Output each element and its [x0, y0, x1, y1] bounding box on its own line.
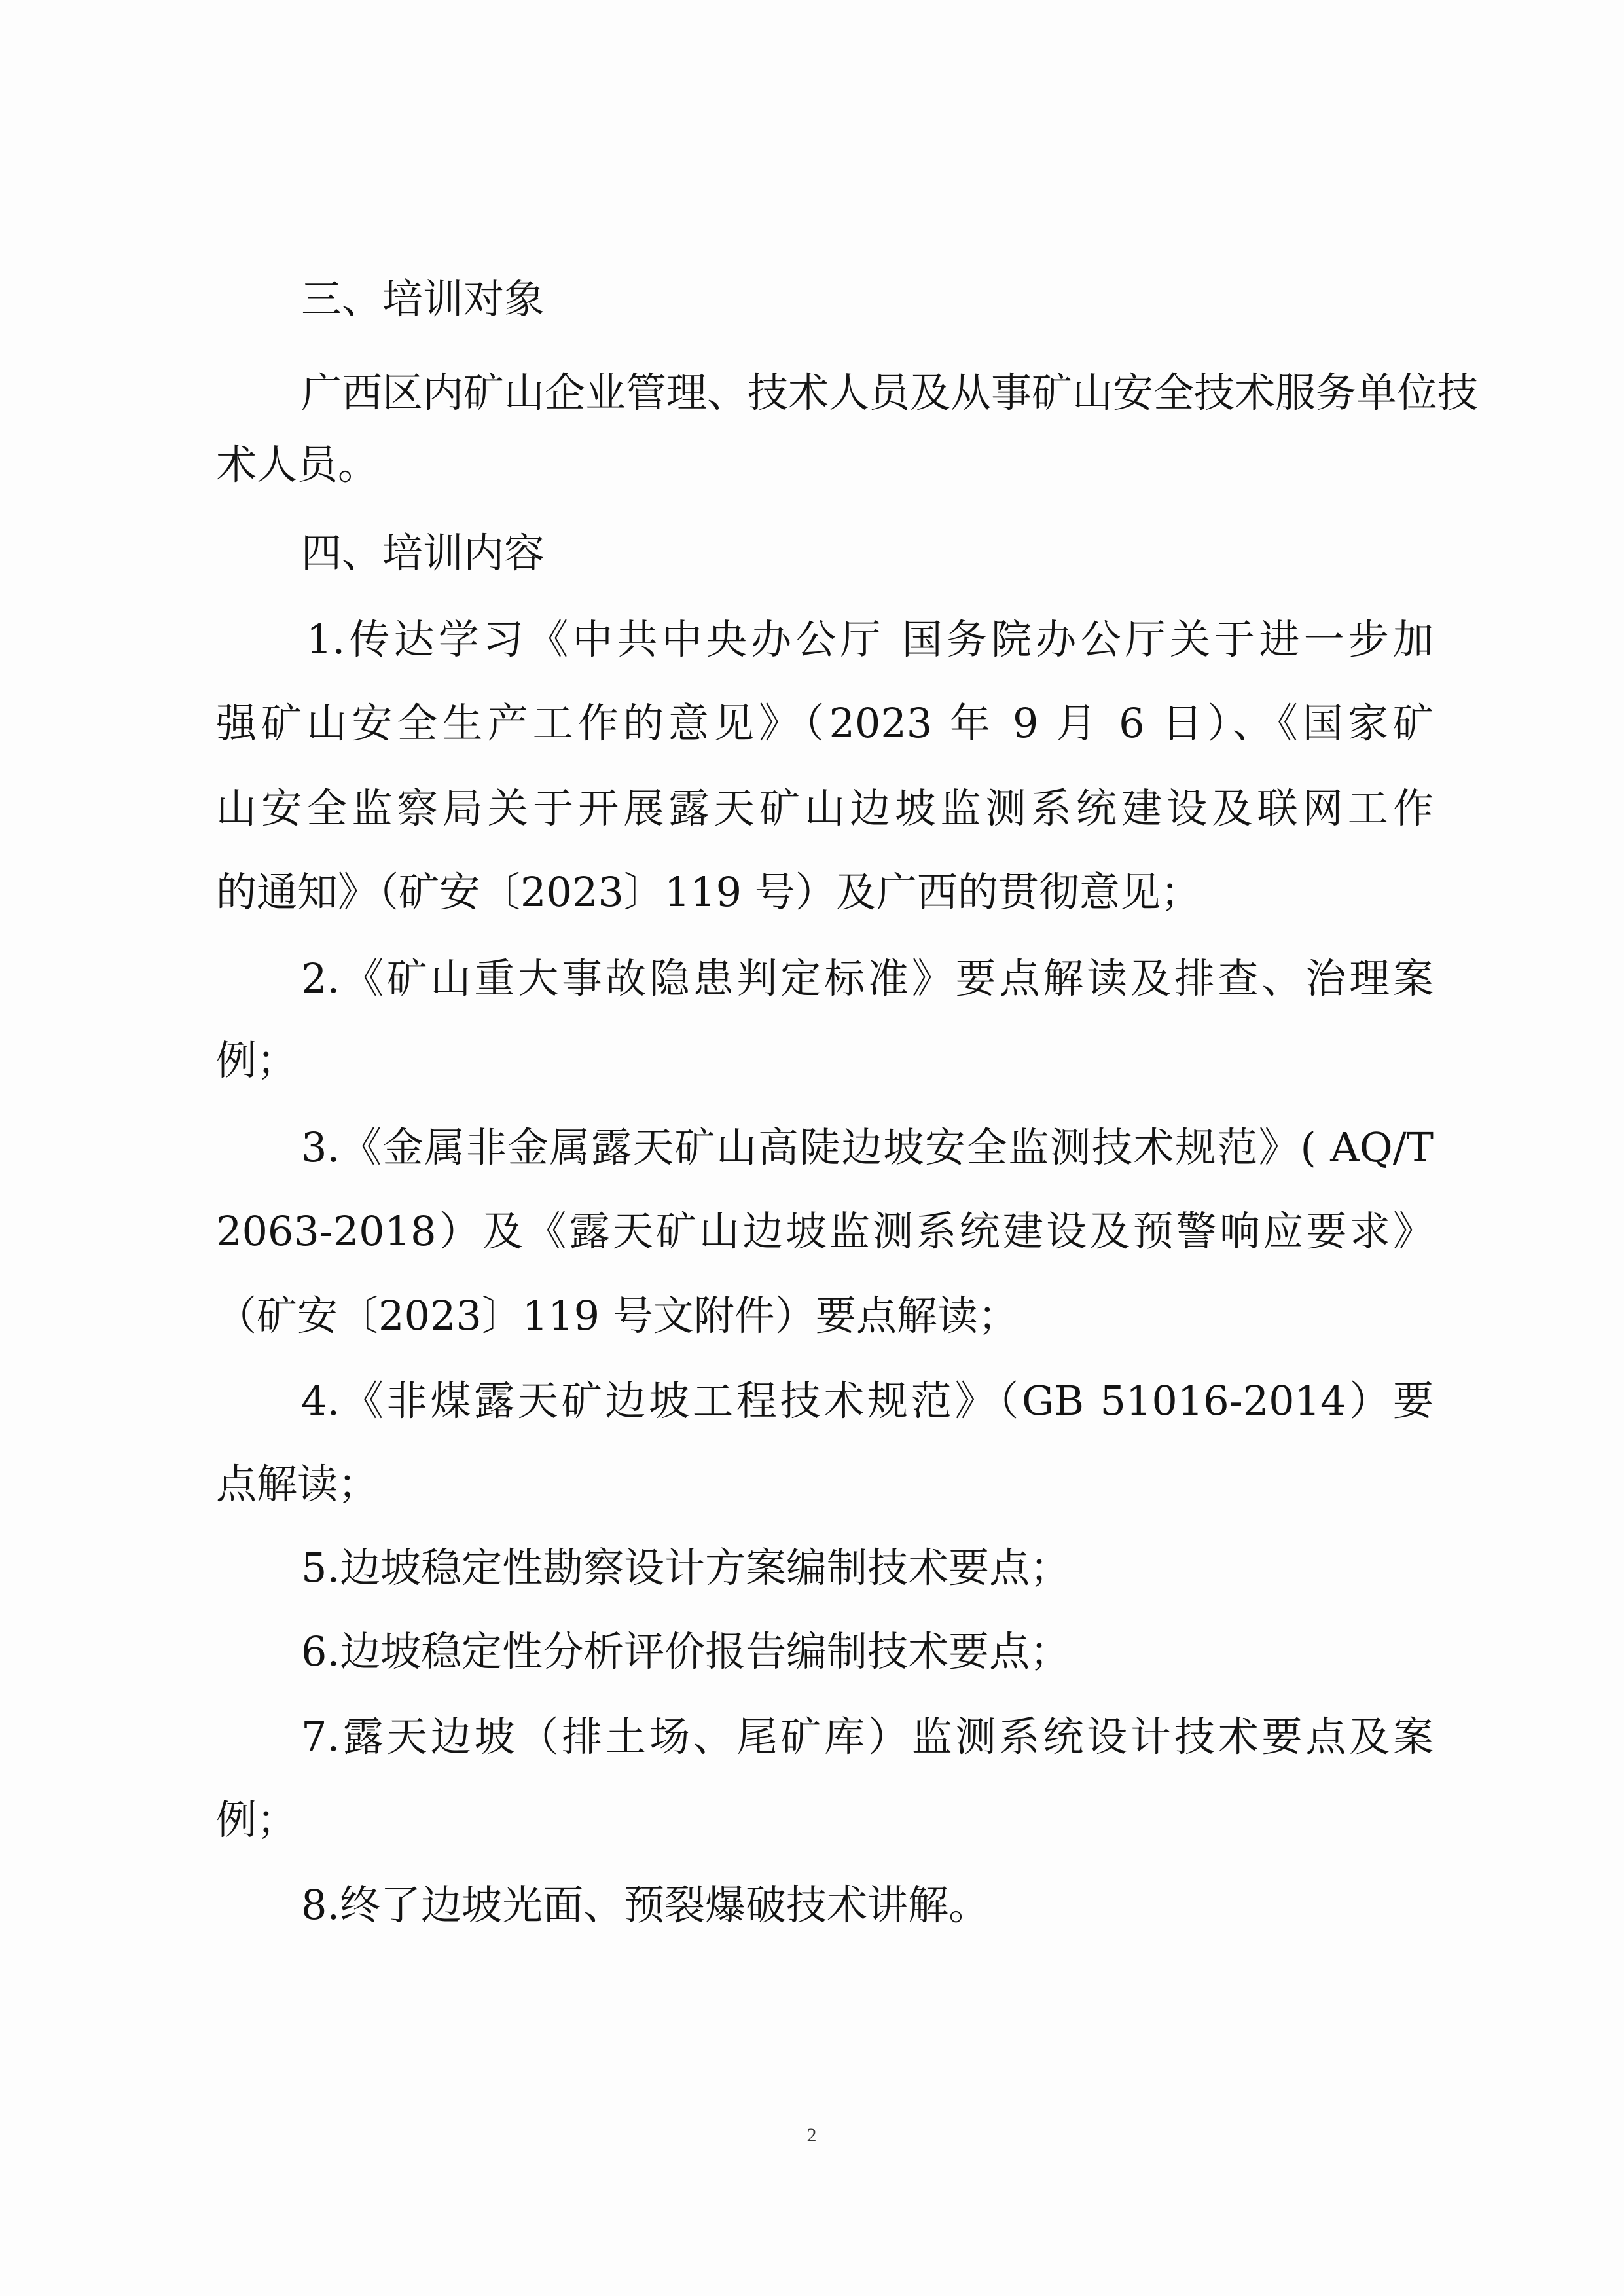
content-item-4-line: 4.《非煤露天矿边坡工程技术规范》（GB 51016-2014）要 — [301, 1377, 1434, 1425]
content-item-1-line: 山安全监察局关于开展露天矿山边坡监测系统建设及联网工作 — [216, 784, 1434, 832]
content-item-3-line: （矿安〔2023〕119 号文附件）要点解读； — [216, 1292, 1019, 1339]
content-item-4-line: 点解读； — [216, 1460, 379, 1508]
paragraph-line: 广西区内矿山企业管理、技术人员及从事矿山安全技术服务单位技 — [301, 369, 1479, 416]
page-number: 2 — [806, 2124, 817, 2146]
content-item-1-line: 的通知》（矿安〔2023〕119 号）及广西的贯彻意见； — [216, 868, 1201, 916]
content-item-3-line: 3.《金属非金属露天矿山高陡边坡安全监测技术规范》( AQ/T — [301, 1123, 1434, 1171]
content-item-7-line: 例； — [216, 1796, 298, 1844]
content-item-1-line: 1.传达学习《中共中央办公厅 国务院办公厅关于进一步加 — [306, 615, 1434, 663]
section-heading-4: 四、培训内容 — [301, 529, 545, 577]
content-item-5-line: 5.边坡稳定性勘察设计方案编制技术要点； — [301, 1544, 1071, 1592]
content-item-8-line: 8.终了边坡光面、预裂爆破技术讲解。 — [301, 1881, 990, 1929]
content-item-6-line: 6.边坡稳定性分析评价报告编制技术要点； — [301, 1628, 1071, 1675]
paragraph-line: 术人员。 — [216, 441, 379, 488]
content-item-2-line: 2.《矿山重大事故隐患判定标准》要点解读及排查、治理案 — [301, 955, 1434, 1002]
content-item-7-line: 7.露天边坡（排土场、尾矿库）监测系统设计技术要点及案 — [301, 1713, 1434, 1760]
section-heading-3: 三、培训对象 — [301, 275, 545, 323]
content-item-2-line: 例； — [216, 1036, 298, 1084]
content-item-1-line: 强矿山安全生产工作的意见》（2023 年 9 月 6 日）、《国家矿 — [216, 699, 1434, 747]
content-item-3-line: 2063-2018）及《露天矿山边坡监测系统建设及预警响应要求》 — [216, 1207, 1434, 1255]
